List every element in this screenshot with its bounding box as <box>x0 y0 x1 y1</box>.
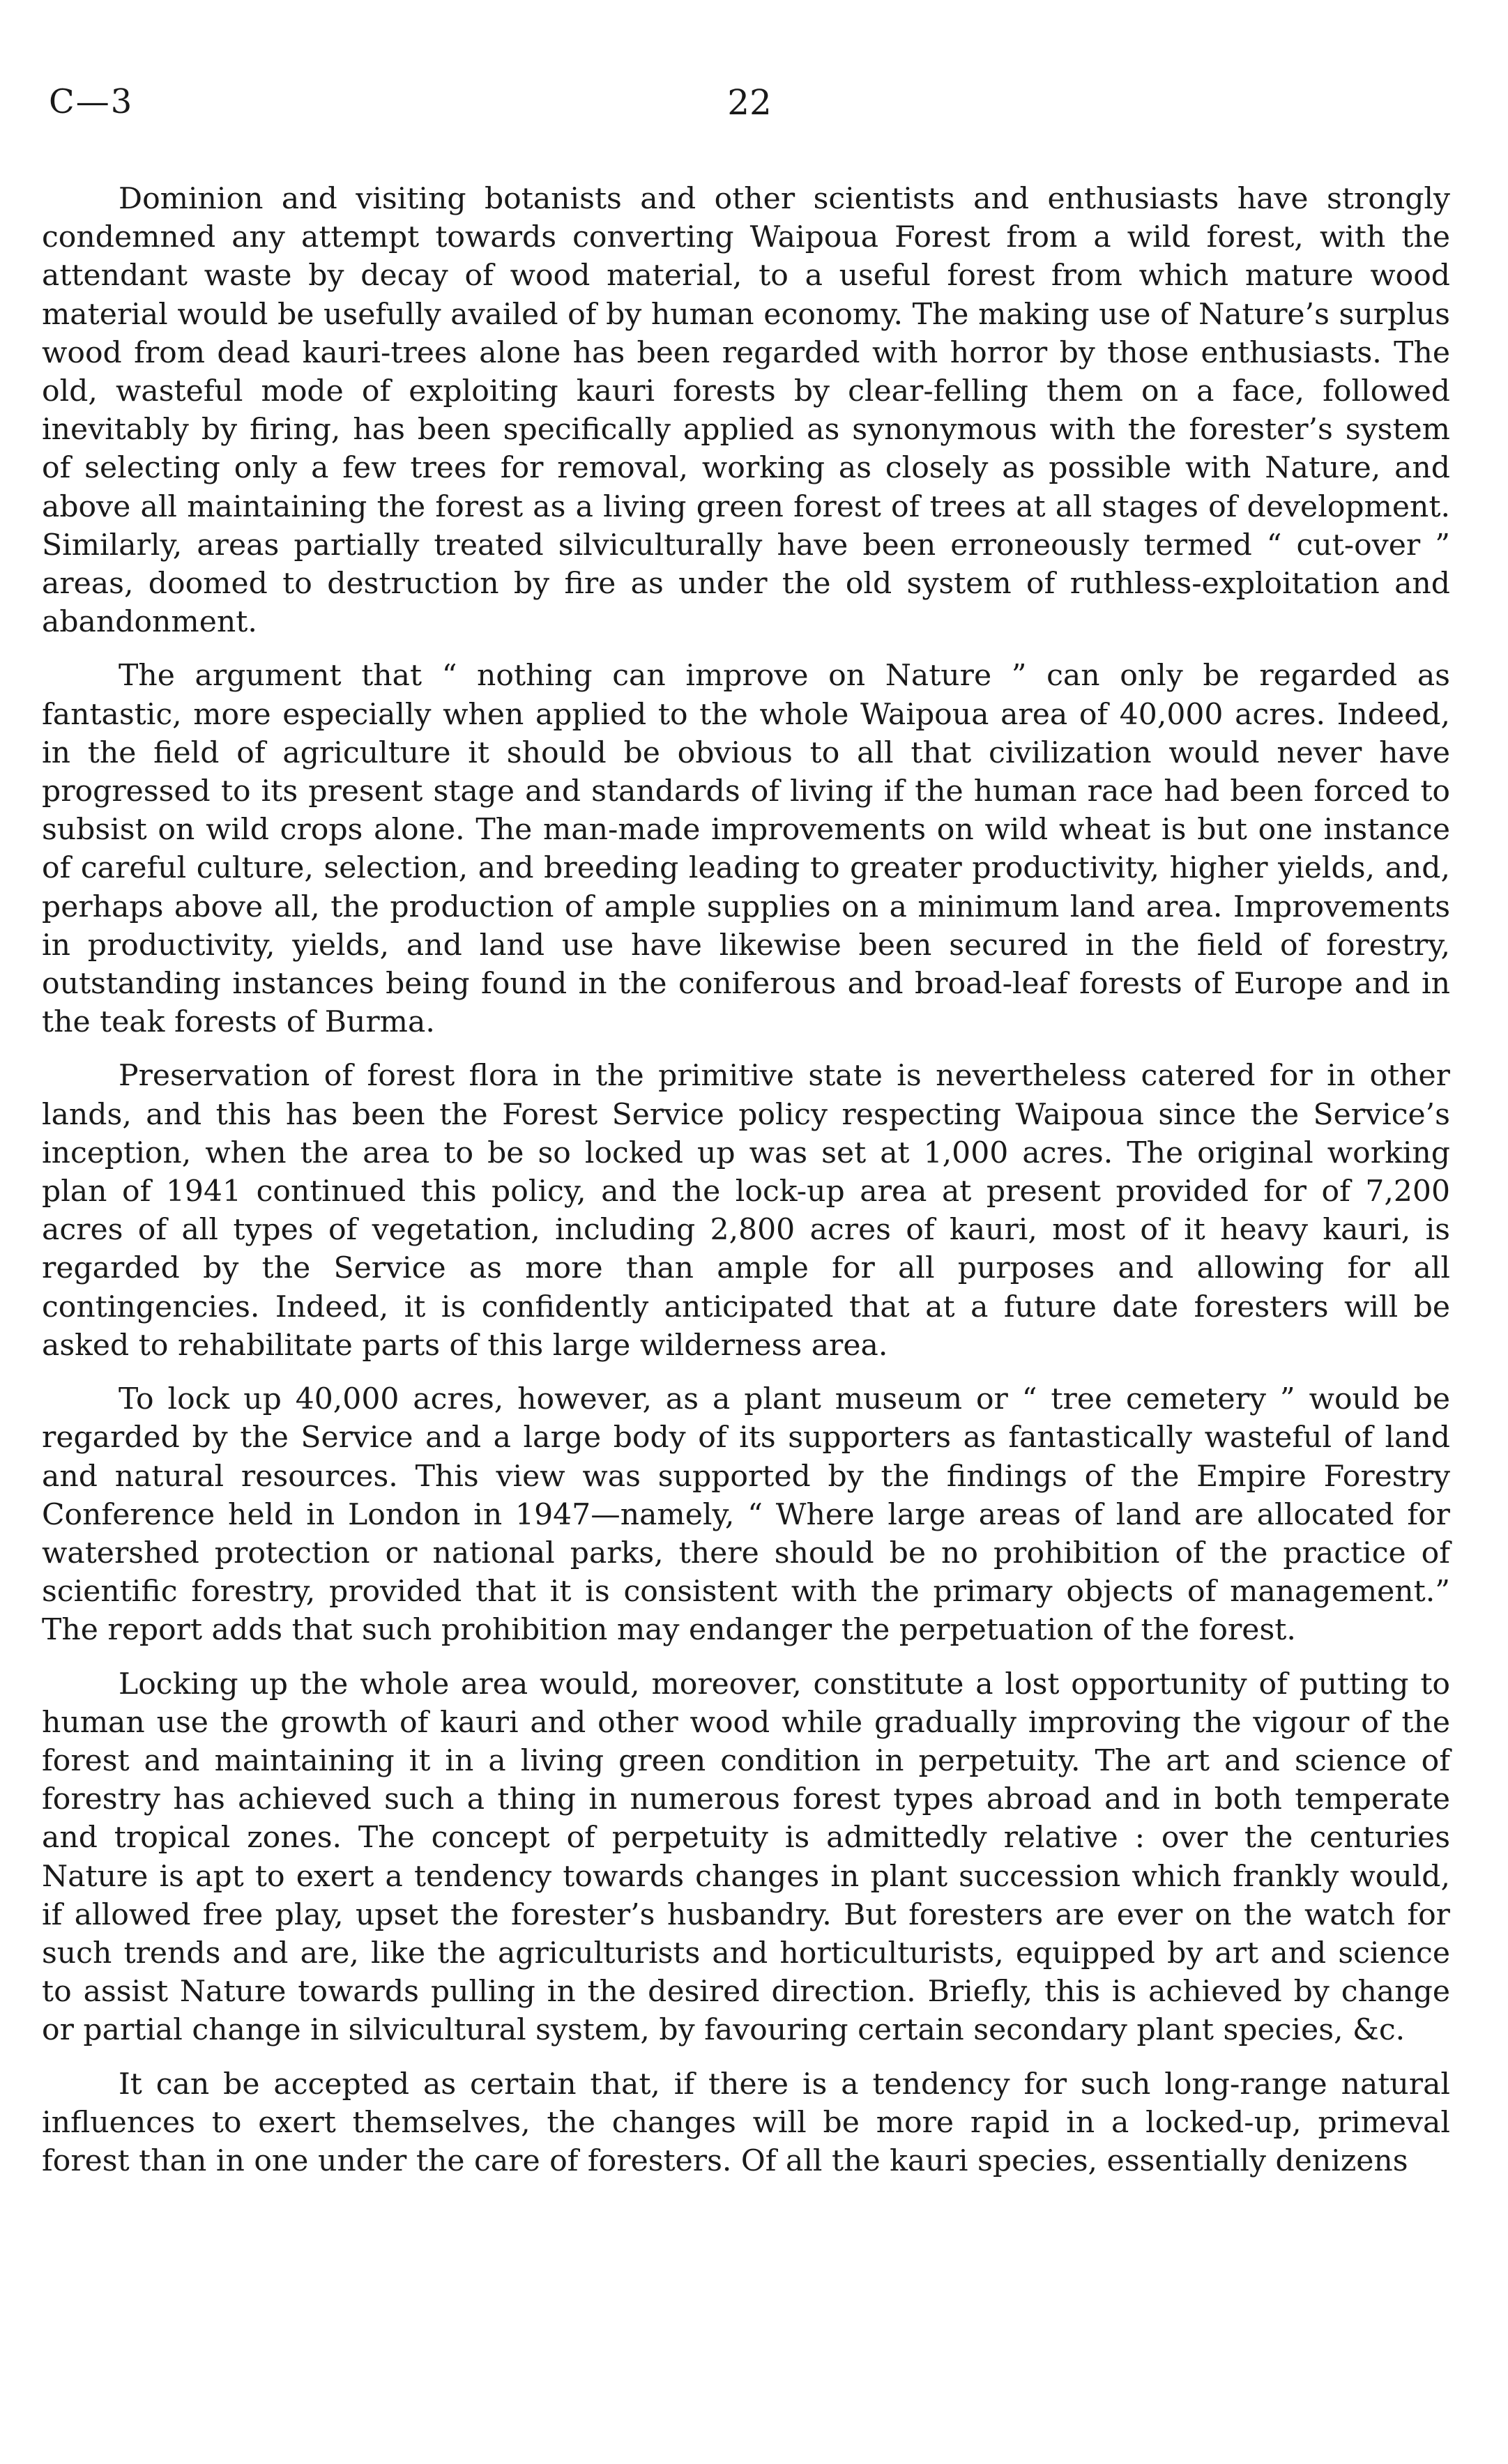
page-number: 22 <box>727 82 772 123</box>
document-reference: C—3 <box>49 82 134 121</box>
paragraph: Locking up the whole area would, moreover, constitute a lost opportunity of putting to human use the growth of kauri and other wood while gradually improving the vigour of the forest and maintaining it in a living green condition in perpetuity. The art and science of forestry has achieved such a thing in numerous forest types abroad and in both temperate and tropical zones. The concept of perpetuity is admittedly relative : over the centuries Nature is apt to exert a tendency towards changes in plant succession which frankly would, if allowed free play, upset the forester’s husbandry. But foresters are ever on the watch for such trends and are, like the agriculturists and horticulturists, equipped by art and science to assist Nature towards pulling in the desired direction. Briefly, this is achieved by change or partial change in silvicultural system, by favouring certain secondary plant species, &c. <box>42 1667 1450 2048</box>
paragraph: Preservation of forest flora in the primitive state is nevertheless catered for in other lands, and this has been the Forest Service policy respecting Waipoua since the Service’s inception, when the area to be so locked up was set at 1,000 acres. The original working plan of 1941 continued this policy, and the lock-up area at present provided for of 7,200 acres of all types of vegetation, including 2,800 acres of kauri, most of it heavy kauri, is regarded by the Service as more than ample for all purposes and allowing for all contingencies. Indeed, it is confidently anticipated that at a future date foresters will be asked to rehabilitate parts of this large wilderness area. <box>42 1059 1450 1363</box>
paragraph: It can be accepted as certain that, if there is a tendency for such long-range natural influences to exert themselves, the changes will be more rapid in a locked-up, primeval forest than in one under the care of foresters. Of all the kauri species, essentially denizens <box>42 2067 1450 2178</box>
page-header <box>49 82 1450 131</box>
paragraph: The argument that “ nothing can improve on Nature ” can only be regarded as fantastic, more especially when applied to the whole Waipoua area of 40,000 acres. Indeed, in the field of agriculture it should be obvious to all that civilization would never have progressed to its present stage and standards of living if the human race had been forced to subsist on wild crops alone. The man-made improvements on wild wheat is but one instance of careful culture, selection, and breeding leading to greater productivity, higher yields, and, perhaps above all, the production of ample supplies on a minimum land area. Improvements in productivity, yields, and land use have likewise been secured in the field of forestry, outstanding instances being found in the coniferous and broad-leaf forests of Europe and in the teak forests of Burma. <box>42 659 1450 1040</box>
body-text <box>42 180 1450 2196</box>
paragraph: To lock up 40,000 acres, however, as a plant museum or “ tree cemetery ” would be regarded by the Service and a large body of its supporters as fantastically wasteful of land and natural resources. This view was supported by the findings of the Empire Forestry Conference held in London in 1947—namely, “ Where large areas of land are allocated for watershed protection or national parks, there should be no prohibition of the practice of scientific forestry, provided that it is consistent with the primary objects of management.” The report adds that such prohibition may endanger the perpetuation of the forest. <box>42 1382 1450 1648</box>
paragraph: Dominion and visiting botanists and other scientists and enthusiasts have strongly condemned any attempt towards converting Waipoua Forest from a wild forest, with the attendant waste by decay of wood material, to a useful forest from which mature wood material would be usefully availed of by human economy. The making use of Nature’s surplus wood from dead kauri-trees alone has been regarded with horror by those enthusiasts. The old, wasteful mode of exploiting kauri forests by clear-felling them on a face, followed inevitably by firing, has been specifically applied as synonymous with the forester’s system of selecting only a few trees for removal, working as closely as possible with Nature, and above all maintaining the forest as a living green forest of trees at all stages of development. Similarly, areas partially treated silviculturally have been erroneously termed “ cut-over ” areas, doomed to destruction by fire as under the old system of ruthless-exploitation and abandonment. <box>42 182 1450 640</box>
